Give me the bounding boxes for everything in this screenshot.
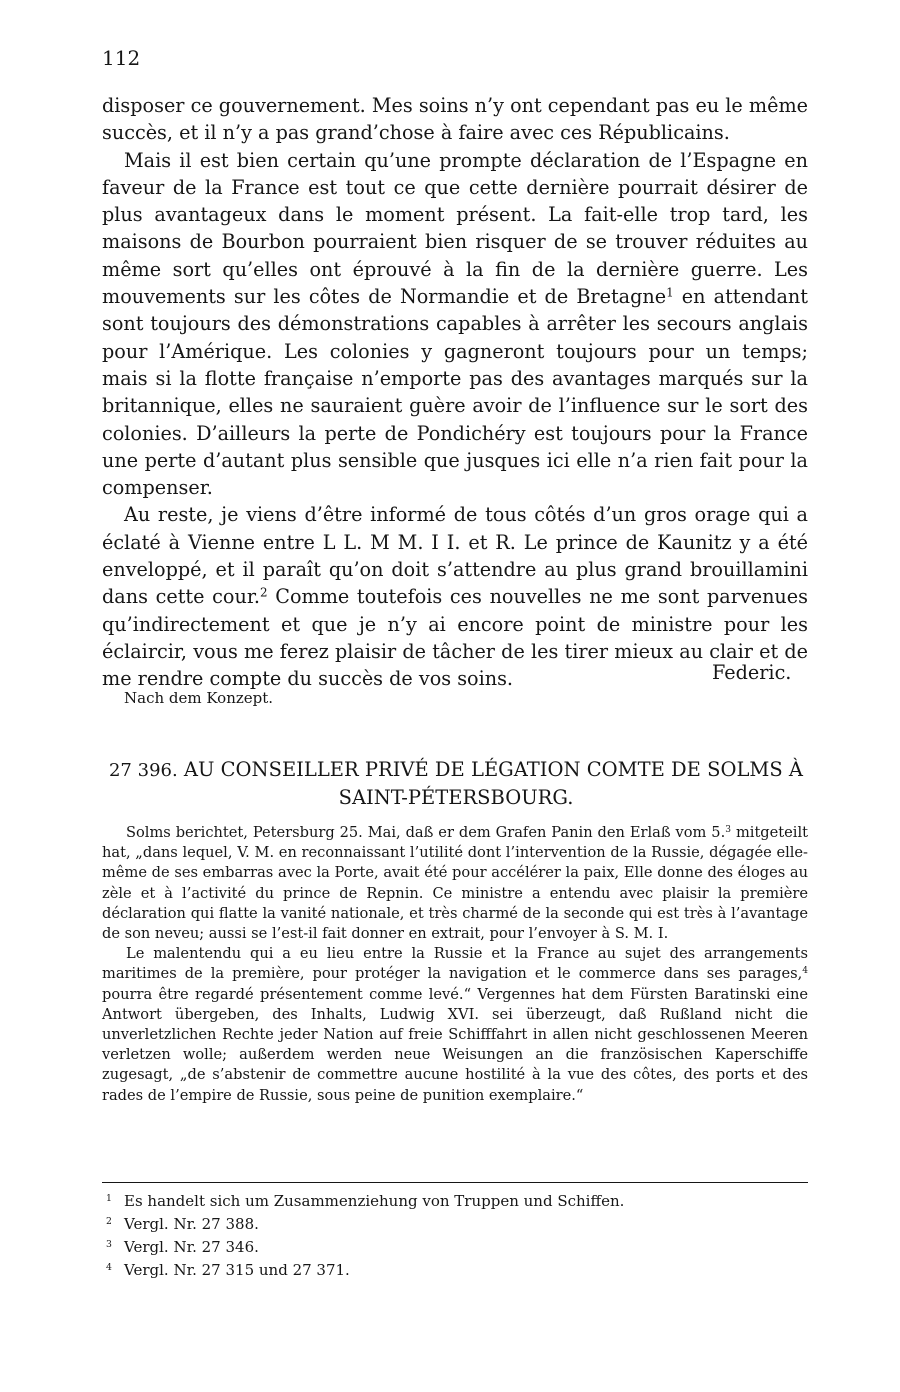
- summary-paragraph-1: [102, 823, 808, 944]
- paragraph-text: Mais il est bien certain qu’une prompte déclaration de l’Espagne en faveur de la France est tout ce que cette dernière pourrait désirer de plus avantageux dans le moment présent. La fait-elle trop tard, les maisons de Bourbon pourraient bien risquer de se trouver réduites au même sort qu’elles ont éprouvé à la fin de la dernière guerre. Les mouvements sur les côtes de Normandie et de Bretagne: [102, 148, 808, 309]
- summary-text: Le malentendu qui a eu lieu entre la Russie et la France au sujet des arrangements maritimes de la première, pour protéger la navigation et le commerce dans ses parages,: [102, 945, 808, 983]
- page-number: 112: [102, 46, 141, 70]
- paragraph-text: Au reste, je viens d’être informé de tous côtés d’un gros orage qui a éclaté à Vienne entre L L. M M. I I. et R. Le prince de Kaunitz y a été enveloppé, et il paraît qu’on doit s’attendre au plus grand brouillamini dans cette cour.: [102, 503, 808, 609]
- footnote-reference[interactable]: 2: [260, 585, 268, 600]
- letter-heading: [102, 756, 810, 811]
- paragraph-text: en attendant sont toujours des démonstrations capables à arrêter les secours anglais pour l’Amérique. Les colonies y gagneront toujours pour un temps; mais si la flotte française n’emporte pas des avantages marqués sur la britannique, elles ne sauraient guère avoir de l’influence sur le sort des colonies. D’ailleurs la perte de Pondichéry est toujours pour la France une perte d’autant plus sensible que jusques ici elle n’a rien fait pour la compenser.: [102, 285, 808, 500]
- summary-text: Solms berichtet, Petersburg 25. Mai, daß er dem Grafen Panin den Erlaß vom 5.: [126, 824, 726, 841]
- footnote-reference[interactable]: 1: [666, 285, 674, 300]
- letter-body: [102, 92, 808, 693]
- footnotes: [106, 1190, 806, 1282]
- source-note: Nach dem Konzept.: [124, 689, 274, 707]
- footnote-divider: [102, 1182, 808, 1183]
- footnote-text: Vergl. Nr. 27 346.: [124, 1238, 259, 1256]
- footnote: $^4$ Vergl. Nr. 27 315 und 27 371.: [106, 1261, 350, 1279]
- letter-paragraph-1: [102, 92, 808, 147]
- footnote-text: Es handelt sich um Zusammenziehung von Truppen und Schiffen.: [124, 1192, 625, 1210]
- summary-text: mitgeteilt hat, „dans lequel, V. M. en reconnaissant l’utilité dont l’intervention de la Russie, dégagée elle-même de ses embarras avec la Porte, avait été pour accélérer la paix, Elle donne des éloges au zèle et à l’activité du prince de Repnin. Ce ministre a entendu avec plaisir la première déclaration qui flatte la vanité nationale, et très charmé de la seconde qui est très à l’avantage de son neveu; aussi se l’est-il fait donner en extrait, pour l’envoyer à S. M. I.: [102, 824, 808, 943]
- footnote-reference[interactable]: 4: [802, 966, 808, 977]
- letter-title: AU CONSEILLER PRIVÉ DE LÉGATION COMTE DE SOLMS À SAINT-PÉTERSBOURG.: [183, 758, 804, 809]
- footnote: $^3$ Vergl. Nr. 27 346.: [106, 1238, 259, 1256]
- paragraph-text: disposer ce gouvernement. Mes soins n’y ont cependant pas eu le même succès, et il n’y a pas grand’chose à faire avec ces Républicains.: [102, 94, 808, 145]
- summary-text: pourra être regardé présentement comme levé.“ Vergennes hat dem Fürsten Baratinski eine Antwort übergeben, des Inhalts, Ludwig XVI. sei überzeugt, daß Rußland nicht die unverletzlichen Rechte jeder Nation auf freie Schifffahrt in allen nicht geschlossenen Meeren verletzen wolle; außerdem werden neue Weisungen an die französischen Kaperschiffe zugesagt, „de s’abstenir de commettre aucune hostilité à la vue des côtes, des ports et des rades de l’empire de Russie, sous peine de punition exemplaire.“: [102, 985, 808, 1104]
- paragraph-text: Comme toutefois ces nouvelles ne me sont parvenues qu’indirectement et que je n’y ai encore point de ministre pour les éclaircir, vous me ferez plaisir de tâcher de les tirer mieux au clair et de me rendre compte du succès de vos soins.: [102, 585, 808, 691]
- footnote: $^2$ Vergl. Nr. 27 388.: [106, 1215, 259, 1233]
- summary-paragraph-2: [102, 944, 808, 1106]
- signature: Federic.: [712, 661, 792, 684]
- letter-number: 27 396.: [108, 760, 178, 781]
- footnote-text: Vergl. Nr. 27 315 und 27 371.: [124, 1261, 350, 1279]
- letter-paragraph-3: [102, 501, 808, 692]
- letter-summary: [102, 823, 808, 1106]
- footnote-reference[interactable]: 3: [725, 825, 732, 836]
- footnote-text: Vergl. Nr. 27 388.: [124, 1215, 259, 1233]
- letter-paragraph-2: [102, 147, 808, 502]
- footnote: $^1$ Es handelt sich um Zusammenziehung von Truppen und Schiffen.: [106, 1192, 625, 1210]
